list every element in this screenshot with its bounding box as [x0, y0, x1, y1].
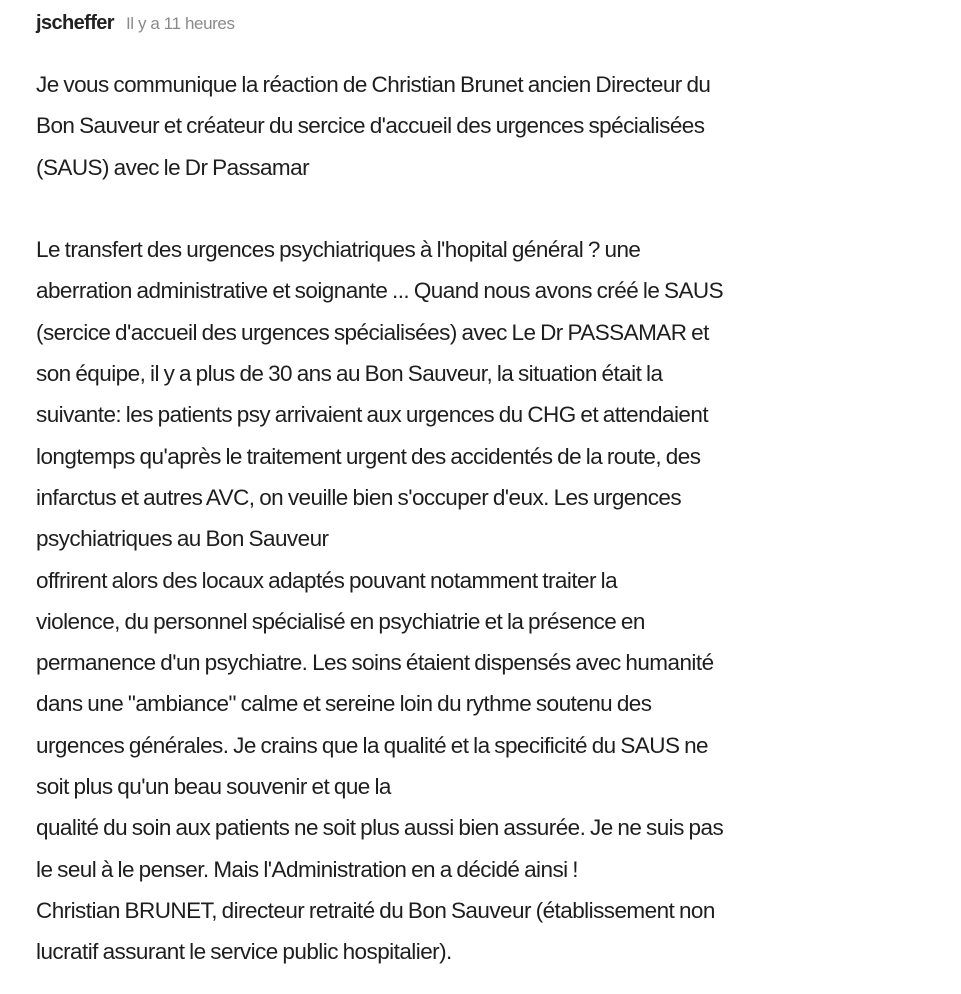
comment-line: qualité du soin aux patients ne soit plus aussi bien assurée. Je ne suis pas [36, 815, 724, 841]
comment-line: Christian BRUNET, directeur retraité du Bon Sauveur (établissement non [36, 897, 715, 923]
comment-line: aberration administrative et soignante ... Quand nous avons créé le SAUS [36, 278, 724, 304]
comment-line: offrirent alors des locaux adaptés pouvant notamment traiter la [36, 567, 618, 593]
comment-line: le seul à le penser. Mais l'Administration en a décidé ainsi ! [36, 856, 579, 882]
comment-line: soit plus qu'un beau souvenir et que la [36, 774, 391, 800]
comment-line: son équipe, il y a plus de 30 ans au Bon Sauveur, la situation était la [36, 361, 663, 387]
comment-line: urgences générales. Je crains que la qualité et la specificité du SAUS ne [36, 732, 709, 758]
comment-body [36, 64, 936, 973]
comment [36, 12, 936, 973]
comment-header [36, 12, 936, 42]
comment-line: psychiatriques au Bon Sauveur [36, 526, 329, 552]
comment-line: (SAUS) avec le Dr Passamar [36, 154, 310, 180]
comment-line: violence, du personnel spécialisé en psychiatrie et la présence en [36, 608, 645, 634]
comment-line: dans une "ambiance" calme et sereine loin du rythme soutenu des [36, 691, 652, 717]
comment-line: longtemps qu'après le traitement urgent des accidentés de la route, des [36, 443, 701, 469]
comment-line: (sercice d'accueil des urgences spécialisées) avec Le Dr PASSAMAR et [36, 319, 709, 345]
comment-author[interactable]: jscheffer [36, 12, 114, 34]
comment-line: permanence d'un psychiatre. Les soins étaient dispensés avec humanité [36, 650, 714, 676]
comment-line: Le transfert des urgences psychiatriques à l'hopital général ? une [36, 237, 641, 263]
comment-line: infarctus et autres AVC, on veuille bien s'occuper d'eux. Les urgences [36, 484, 682, 510]
comment-line: Je vous communique la réaction de Christian Brunet ancien Directeur du [36, 72, 711, 97]
comment-line: suivante: les patients psy arrivaient aux urgences du CHG et attendaient [36, 402, 709, 428]
comment-timestamp[interactable]: Il y a 11 heures [125, 14, 235, 33]
comment-blank-line [36, 188, 936, 229]
comment-line: Bon Sauveur et créateur du sercice d'accueil des urgences spécialisées [36, 113, 705, 139]
comment-line: lucratif assurant le service public hospitalier). [36, 939, 452, 965]
